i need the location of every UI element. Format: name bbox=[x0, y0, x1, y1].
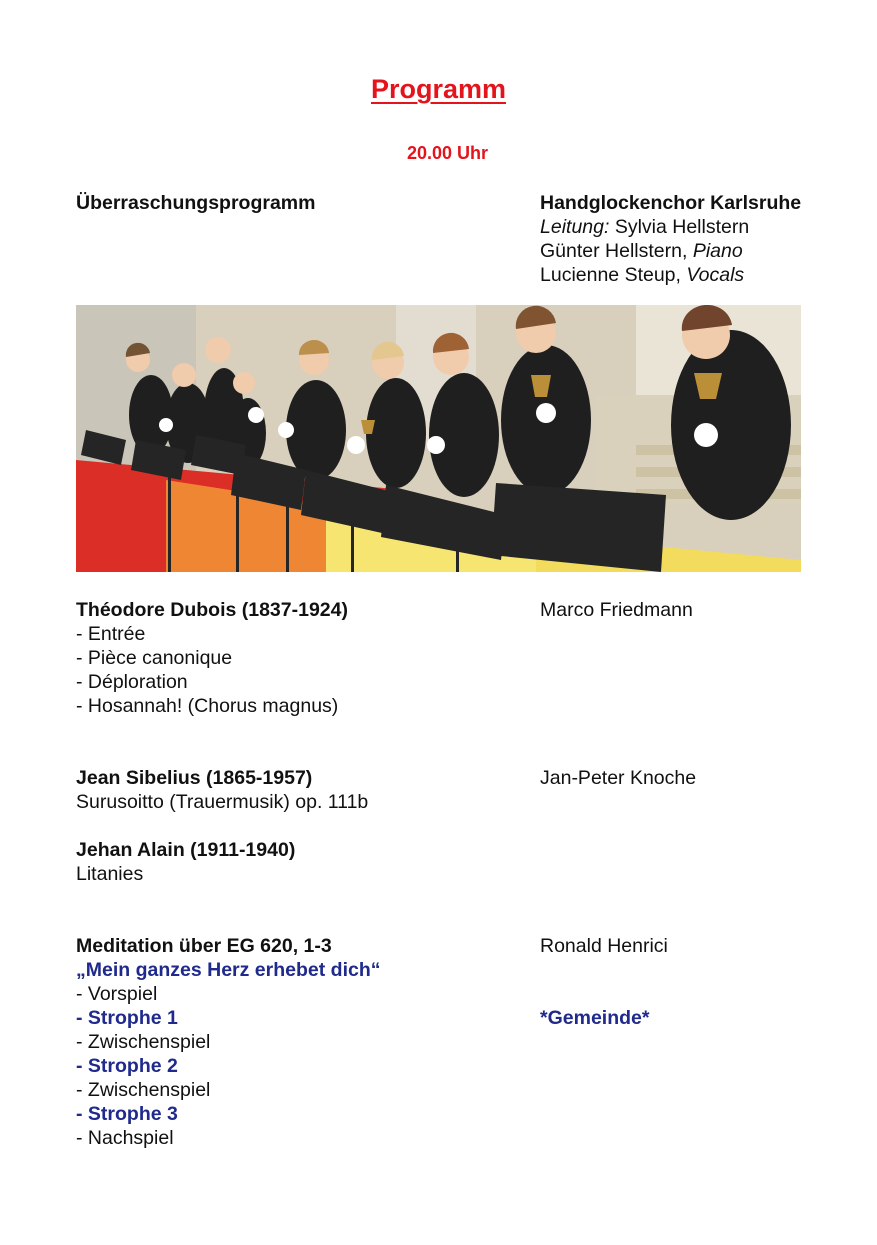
list-item: - Pièce canonique bbox=[76, 647, 233, 669]
list-item: - Nachspiel bbox=[76, 1127, 174, 1149]
list-item: Litanies bbox=[76, 863, 144, 885]
leitung-name: Sylvia Hellstern bbox=[609, 216, 750, 238]
list-item: - Strophe 2 bbox=[76, 1055, 178, 1077]
composer-alain: Jehan Alain (1911-1940) bbox=[76, 839, 296, 861]
congregation-note: *Gemeinde* bbox=[540, 1007, 650, 1029]
vocals-role: Vocals bbox=[680, 264, 745, 286]
piano-line bbox=[540, 239, 743, 263]
start-time: 20.00 Uhr bbox=[406, 143, 489, 163]
ensemble-name: Handglockenchor Karlsruhe bbox=[540, 192, 802, 214]
list-item: - Hosannah! (Chorus magnus) bbox=[76, 695, 339, 717]
list-item: - Entrée bbox=[76, 623, 146, 645]
list-item: - Strophe 3 bbox=[76, 1103, 178, 1125]
piano-name: Günter Hellstern, bbox=[540, 240, 688, 262]
list-item: - Vorspiel bbox=[76, 983, 158, 1005]
page-title: Programm bbox=[370, 74, 507, 104]
performer-friedmann: Marco Friedmann bbox=[540, 599, 693, 621]
list-item: Surusoitto (Trauermusik) op. 111b bbox=[76, 791, 369, 813]
handbell-choir-illustration bbox=[76, 305, 801, 572]
list-item: - Zwischenspiel bbox=[76, 1079, 211, 1101]
list-item: - Strophe 1 bbox=[76, 1007, 178, 1029]
vocals-name: Lucienne Steup, bbox=[540, 264, 681, 286]
composer-meditation: Meditation über EG 620, 1-3 bbox=[76, 935, 332, 957]
leitung-line bbox=[540, 215, 749, 239]
performer-henrici: Ronald Henrici bbox=[540, 935, 668, 957]
composer-sibelius: Jean Sibelius (1865-1957) bbox=[76, 767, 313, 789]
surprise-program-heading: Überraschungsprogramm bbox=[76, 192, 316, 214]
hymn-title: „Mein ganzes Herz erhebet dich“ bbox=[76, 959, 381, 981]
performer-knoche: Jan-Peter Knoche bbox=[540, 767, 697, 789]
handbell-choir-photo bbox=[76, 305, 801, 572]
list-item: - Déploration bbox=[76, 671, 188, 693]
composer-dubois: Théodore Dubois (1837-1924) bbox=[76, 599, 348, 621]
list-item: - Zwischenspiel bbox=[76, 1031, 211, 1053]
leitung-label: Leitung: bbox=[540, 216, 610, 238]
piano-role: Piano bbox=[687, 240, 743, 262]
vocals-line bbox=[540, 263, 744, 287]
